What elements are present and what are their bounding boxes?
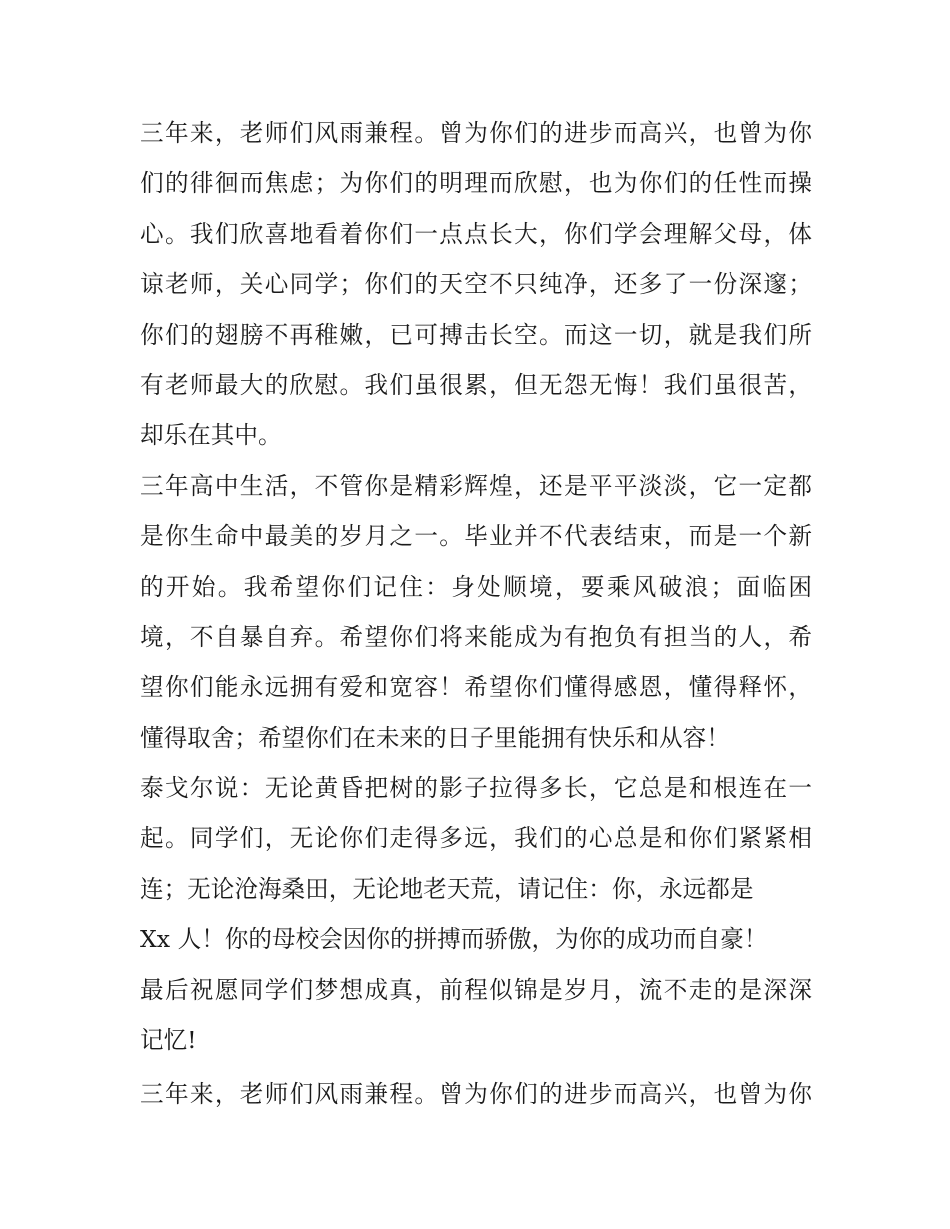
paragraph-1 xyxy=(140,108,812,461)
text-line: 懂得取舍；希望你们在未来的日子里能拥有快乐和从容！ xyxy=(140,723,730,752)
text-line: 记忆! xyxy=(140,1026,197,1055)
text-line: 三年来，老师们风雨兼程。曾为你们的进步而高兴，也曾为你 xyxy=(140,119,812,147)
paragraph-3 xyxy=(140,763,812,965)
text-line: 望你们能永远拥有爱和宽容！希望你们懂得感恩，懂得释怀， xyxy=(140,673,812,702)
paragraph-4 xyxy=(140,965,812,1066)
text-line: 最后祝愿同学们梦想成真，前程似锦是岁月，流不走的是深深 xyxy=(140,975,812,1004)
text-line: 三年来，老师们风雨兼程。曾为你们的进步而高兴，也曾为你 xyxy=(140,1080,812,1109)
text-line: 三年高中生活，不管你是精彩辉煌，还是平平淡淡，它一定都 xyxy=(140,471,812,500)
text-line: 却乐在其中。 xyxy=(140,421,282,450)
text-line: 是你生命中最美的岁月之一。毕业并不代表结束，而是一个新 xyxy=(140,522,812,551)
paragraph-5 xyxy=(140,1069,812,1119)
text-line: 的开始。我希望你们记住：身处顺境，要乘风破浪；面临困 xyxy=(140,572,812,601)
text-line: 有老师最大的欣慰。我们虽很累，但无怨无悔！我们虽很苦， xyxy=(140,370,812,399)
text-line: 泰戈尔说：无论黄昏把树的影子拉得多长，它总是和根连在一 xyxy=(140,774,812,803)
text-line: 谅老师，关心同学；你们的天空不只纯净，还多了一份深邃； xyxy=(140,270,812,299)
text-line: 起。同学们，无论你们走得多远，我们的心总是和你们紧紧相 xyxy=(140,824,812,853)
text-line: Xx 人！你的母校会因你的拼搏而骄傲，为你的成功而自豪！ xyxy=(140,925,768,954)
text-line: 们的徘徊而焦虑；为你们的明理而欣慰，也为你们的任性而操 xyxy=(140,169,812,198)
document-body xyxy=(140,108,812,1120)
text-line: 心。我们欣喜地看着你们一点点长大，你们学会理解父母，体 xyxy=(140,219,812,248)
text-line: 连；无论沧海桑田，无论地老天荒，请记住：你，永远都是 xyxy=(140,874,754,903)
text-line: 境，不自暴自弃。希望你们将来能成为有抱负有担当的人，希 xyxy=(140,622,812,651)
text-line: 你们的翅膀不再稚嫩，已可搏击长空。而这一切，就是我们所 xyxy=(140,320,812,349)
paragraph-2 xyxy=(140,461,812,763)
